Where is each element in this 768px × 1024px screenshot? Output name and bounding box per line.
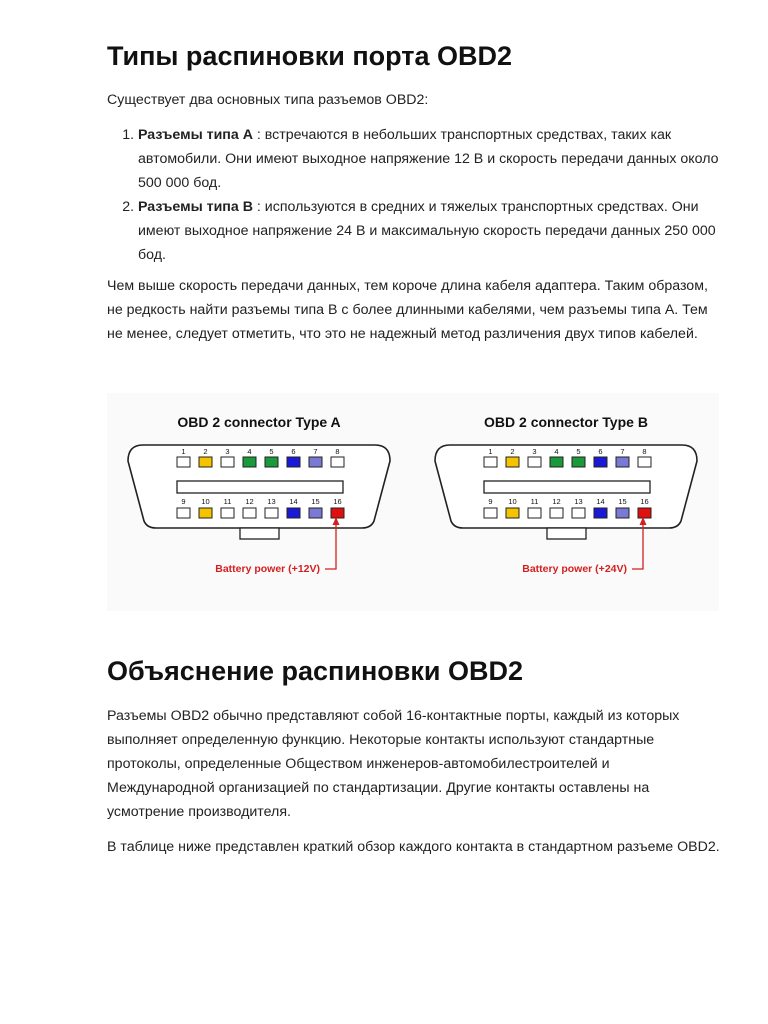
pin-number-label: 3 [225, 447, 230, 456]
pin-6 [594, 457, 607, 467]
pin-11 [528, 508, 541, 518]
pin-9 [484, 508, 497, 518]
pin-number-label: 7 [313, 447, 318, 456]
pin-7 [616, 457, 629, 467]
pin-number-label: 6 [598, 447, 603, 456]
connector-b-key [547, 528, 586, 539]
pin-12 [243, 508, 256, 518]
pin-number-label: 7 [620, 447, 625, 456]
pin-3 [221, 457, 234, 467]
pin-number-label: 6 [291, 447, 296, 456]
list-item-type-a [138, 123, 722, 195]
pin-15 [616, 508, 629, 518]
connector-a-battery-label: Battery power (+12V) [215, 563, 320, 575]
pin-2 [199, 457, 212, 467]
pin-number-label: 8 [642, 447, 647, 456]
pin-14 [594, 508, 607, 518]
pin-number-label: 16 [640, 497, 649, 506]
pin-16 [638, 508, 651, 518]
pin-number-label: 10 [508, 497, 517, 506]
pin-8 [638, 457, 651, 467]
pin-number-label: 3 [532, 447, 537, 456]
pin-7 [309, 457, 322, 467]
pin-number-label: 13 [267, 497, 276, 506]
pin-10 [199, 508, 212, 518]
pin-number-label: 14 [596, 497, 605, 506]
pin-number-label: 12 [552, 497, 561, 506]
connector-b-center-slot [484, 481, 650, 493]
connector-a-center-slot [177, 481, 343, 493]
pin-15 [309, 508, 322, 518]
type-b-description: : используются в средних и тяжелых транспортных средствах. Они имеют выходное напряжение 24 В и максимальную скорость передачи данных 250 000 бод. [138, 199, 716, 263]
pin-4 [243, 457, 256, 467]
pin-number-label: 10 [201, 497, 210, 506]
connector-a-key [240, 528, 279, 539]
connector-b-title: OBD 2 connector Type B [484, 414, 648, 430]
pin-number-label: 15 [618, 497, 627, 506]
connector-types-list [107, 123, 722, 267]
pin-8 [331, 457, 344, 467]
pin-number-label: 13 [574, 497, 583, 506]
pin-number-label: 8 [335, 447, 340, 456]
pin-number-label: 11 [530, 497, 539, 506]
pin-number-label: 2 [203, 447, 208, 456]
pin-number-label: 14 [289, 497, 298, 506]
pin-number-label: 1 [181, 447, 186, 456]
pin-1 [484, 457, 497, 467]
pin-6 [287, 457, 300, 467]
type-b-label: Разъемы типа B [138, 199, 253, 215]
pin-number-label: 4 [554, 447, 559, 456]
section-heading-pinout-explanation: Объяснение распиновки OBD2 [107, 656, 523, 686]
pin-2 [506, 457, 519, 467]
type-a-description: : встречаются в небольших транспортных средствах, таких как автомобили. Они имеют выходное напряжение 12 В и скорость передачи данных около 500 000 бод. [138, 127, 719, 191]
pin-16 [331, 508, 344, 518]
pin-1 [177, 457, 190, 467]
pin-3 [528, 457, 541, 467]
pin-14 [287, 508, 300, 518]
pin-10 [506, 508, 519, 518]
pin-5 [265, 457, 278, 467]
pin-number-label: 16 [333, 497, 342, 506]
intro-text: Существует два основных типа разъемов OBD2: [107, 92, 429, 108]
section-heading-pinout-types: Типы распиновки порта OBD2 [107, 41, 513, 71]
pin-number-label: 9 [181, 497, 186, 506]
pinout-paragraph: Разъемы OBD2 обычно представляют собой 16-контактные порты, каждый из которых выполняет определенную функцию. Некоторые контакты используют стандартные протоколы, определенные Обществом инженеров-автомобилестроителей и Международной организацией по стандартизации. Другие контакты оставлены на усмотрение производителя. [107, 708, 680, 820]
pin-number-label: 5 [576, 447, 581, 456]
pin-number-label: 4 [247, 447, 252, 456]
list-item-type-b [138, 195, 722, 267]
pin-4 [550, 457, 563, 467]
type-a-label: Разъемы типа А [138, 127, 253, 143]
pin-number-label: 15 [311, 497, 320, 506]
table-intro-paragraph: В таблице ниже представлен краткий обзор каждого контакта в стандартном разъеме OBD2. [107, 839, 720, 855]
pin-number-label: 9 [488, 497, 493, 506]
pin-13 [265, 508, 278, 518]
pin-5 [572, 457, 585, 467]
pin-number-label: 2 [510, 447, 515, 456]
obd2-connector-diagram [107, 393, 719, 611]
pin-number-label: 12 [245, 497, 254, 506]
connector-b-battery-label: Battery power (+24V) [522, 563, 627, 575]
speed-paragraph: Чем выше скорость передачи данных, тем короче длина кабеля адаптера. Таким образом, не редкость найти разъемы типа B с более длинными кабелями, чем разъемы типа A. Тем не менее, следует отметить, что это не надежный метод различения двух типов кабелей. [107, 278, 708, 342]
pin-number-label: 5 [269, 447, 274, 456]
pin-number-label: 11 [223, 497, 232, 506]
pin-9 [177, 508, 190, 518]
pin-number-label: 1 [488, 447, 493, 456]
pin-11 [221, 508, 234, 518]
pin-12 [550, 508, 563, 518]
connector-a-title: OBD 2 connector Type A [177, 414, 341, 430]
pin-13 [572, 508, 585, 518]
